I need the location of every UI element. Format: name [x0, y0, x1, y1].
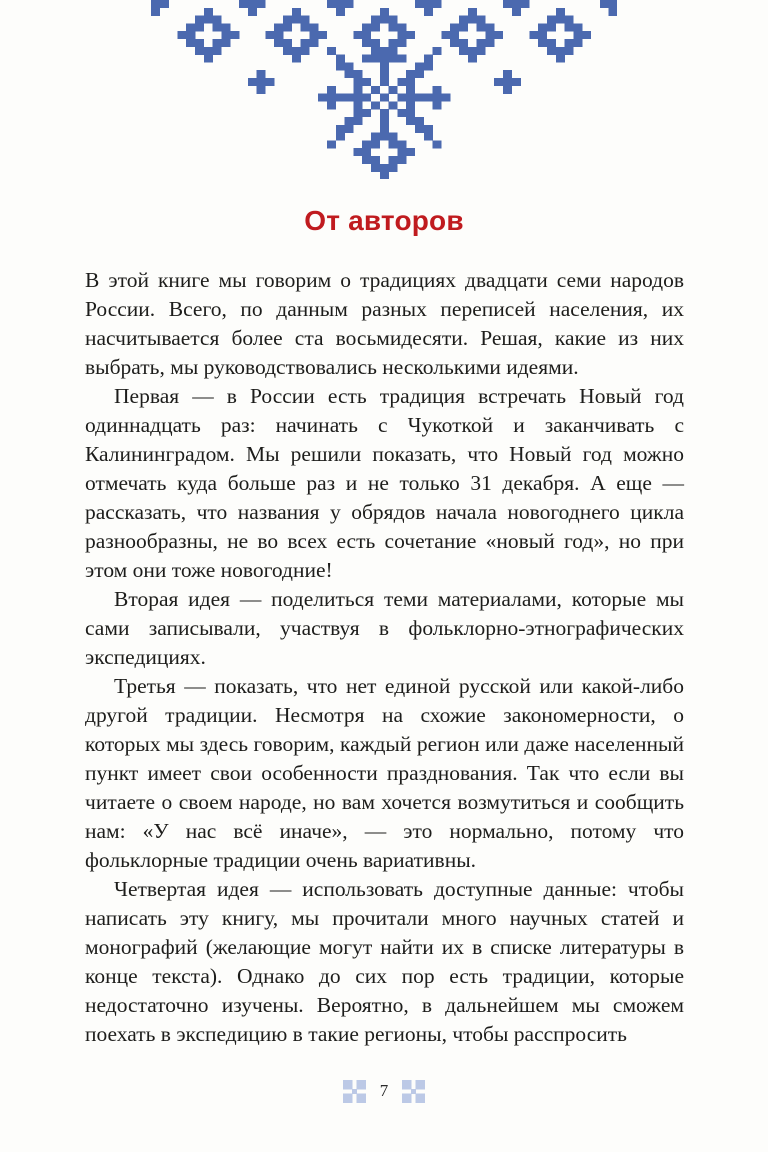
page-number: 7 — [379, 1081, 389, 1101]
chapter-title: От авторов — [304, 205, 464, 237]
footer-right-snowflake-ornament-icon — [402, 1080, 425, 1103]
body-text — [85, 266, 684, 1049]
paragraph-5: Четвертая идея — использовать доступные данные: чтобы написать эту книгу, мы прочитали много научных статей и монографий (желающие могут найти их в списке литературы в конце текста). Однако до сих пор есть традиции, которые недостаточно изучены. Вероятно, в дальнейшем мы сможем поехать в экспедицию в такие регионы, чтобы расспросить — [85, 877, 684, 1046]
paragraph-4: Третья — показать, что нет единой русской или какой-либо другой традиции. Несмотря на схожие закономерности, о которых мы здесь говорим, каждый регион или даже населенный пункт имеет свои особенности празднования. Так что если вы читаете о своем народе, но вам хочется возмутиться и сообщить нам: «У нас всё иначе», — это нормально, потому что фольклорные традиции очень вариативны. — [85, 674, 684, 872]
paragraph-3: Вторая идея — поделиться теми материалами, которые мы сами записывали, участвуя в фольклорно-этнографических экспедициях. — [85, 587, 684, 669]
paragraph-1: В этой книге мы говорим о традициях двадцати семи народов России. Всего, по данным разных переписей населения, их насчитывается более ста восьмидесяти. Решая, какие из них выбрать, мы руководствовались несколькими идеями. — [85, 268, 684, 379]
footer-left-snowflake-ornament-icon — [343, 1080, 366, 1103]
page-footer — [0, 1080, 768, 1103]
header-cross-stitch-ornament-icon — [151, 0, 617, 179]
paragraph-2: Первая — в России есть традиция встречать Новый год одиннадцать раз: начинать с Чукоткой и заканчивать с Калининградом. Мы решили показать, что Новый год можно отмечать куда больше раз и не только 31 декабря. А еще — рассказать, что названия у обрядов начала новогоднего цикла разнообразны, не во всех есть сочетание «новый год», но при этом они тоже новогодние! — [85, 384, 684, 582]
